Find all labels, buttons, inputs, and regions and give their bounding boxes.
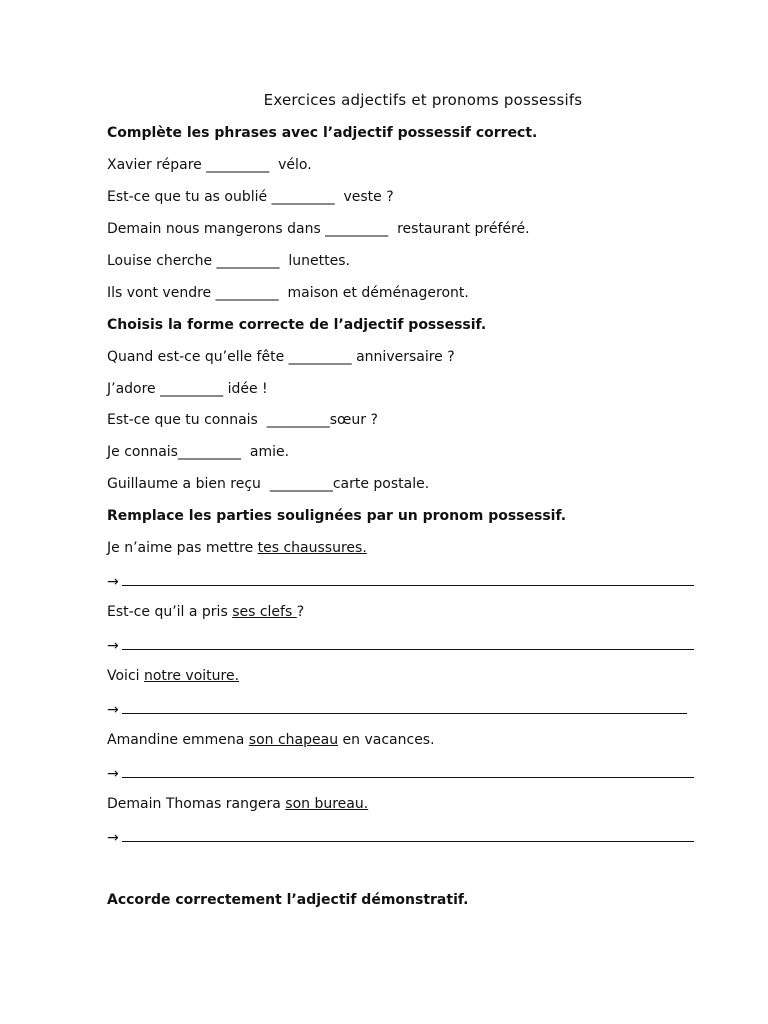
arrow-icon: →: [107, 830, 119, 846]
underlined-phrase: ses clefs: [232, 604, 297, 620]
section-3-heading: Remplace les parties soulignées par un pronom possessif.: [107, 508, 567, 524]
section-1-heading: Complète les phrases avec l’adjectif possessif correct.: [107, 125, 538, 141]
exercise-item: Quand est-ce qu’elle fête _________ anniversaire ?: [107, 349, 455, 365]
answer-line: [107, 765, 694, 783]
underlined-phrase: notre voiture.: [143, 668, 240, 684]
page-title: Exercices adjectifs et pronoms possessifs: [263, 91, 583, 109]
underlined-phrase: son bureau.: [285, 796, 369, 812]
item-text: en vacances.: [338, 732, 435, 748]
item-text: Voici: [107, 668, 144, 684]
arrow-icon: →: [107, 638, 119, 654]
arrow-icon: →: [107, 702, 119, 718]
exercise-item: [107, 731, 435, 749]
arrow-icon: →: [107, 574, 119, 590]
exercise-item: [107, 795, 368, 813]
item-text: Je n’aime pas mettre: [107, 540, 258, 556]
answer-line: [107, 637, 694, 655]
exercise-item: Guillaume a bien reçu _________carte postale.: [107, 476, 430, 492]
exercise-item: Est-ce que tu as oublié _________ veste ?: [107, 189, 394, 205]
answer-rule: [122, 701, 687, 714]
exercise-item: Je connais_________ amie.: [107, 444, 290, 460]
answer-rule: [122, 573, 694, 586]
underlined-phrase: son chapeau: [248, 732, 339, 748]
exercise-item: Est-ce que tu connais _________sœur ?: [107, 412, 378, 428]
answer-line: [107, 701, 687, 719]
arrow-icon: →: [107, 766, 119, 782]
exercise-item: [107, 603, 304, 621]
section-2-heading: Choisis la forme correcte de l’adjectif possessif.: [107, 317, 487, 333]
exercise-item: Louise cherche _________ lunettes.: [107, 253, 350, 269]
item-text: Demain Thomas rangera: [107, 796, 286, 812]
answer-rule: [122, 829, 694, 842]
answer-line: [107, 829, 694, 847]
exercise-item: J’adore _________ idée !: [107, 381, 268, 397]
section-4-heading: Accorde correctement l’adjectif démonstratif.: [107, 892, 469, 908]
item-text: Est-ce qu’il a pris: [107, 604, 233, 620]
answer-rule: [122, 637, 694, 650]
item-text: Amandine emmena: [107, 732, 249, 748]
answer-rule: [122, 765, 694, 778]
answer-line: [107, 573, 694, 591]
exercise-item: [107, 539, 367, 557]
item-text: ?: [296, 604, 305, 620]
exercise-item: [107, 667, 239, 685]
exercise-item: Xavier répare _________ vélo.: [107, 157, 312, 173]
exercise-item: Ils vont vendre _________ maison et déménageront.: [107, 285, 469, 301]
underlined-phrase: tes chaussures.: [257, 540, 367, 556]
exercise-item: Demain nous mangerons dans _________ restaurant préféré.: [107, 221, 530, 237]
